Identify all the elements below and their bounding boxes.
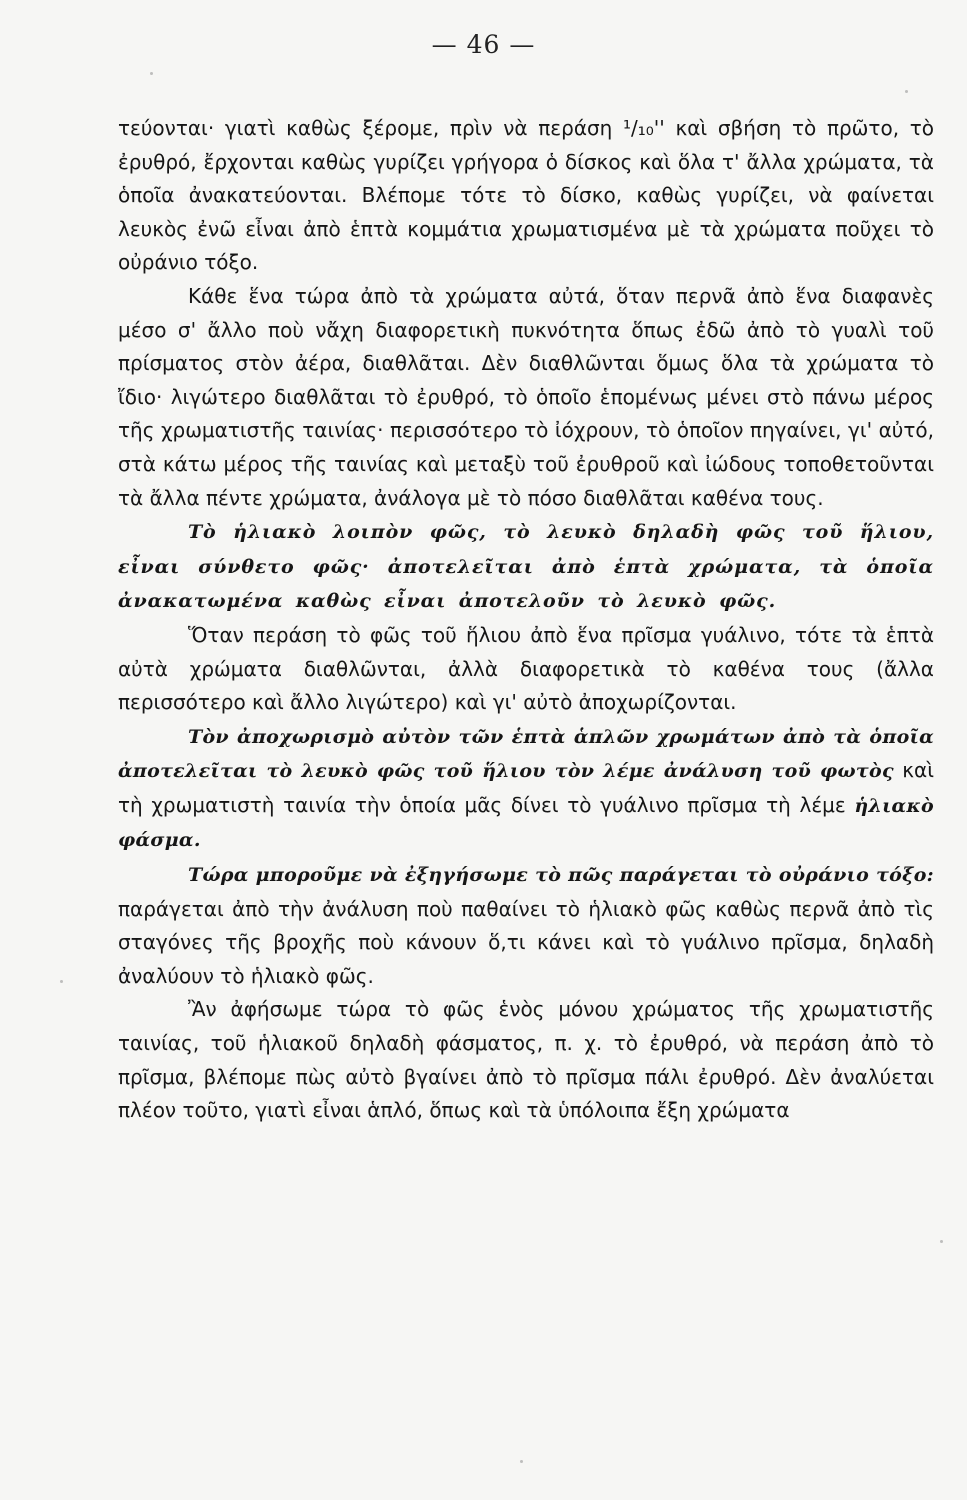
scan-speck [150,72,153,75]
paragraph-text: τεύονται· γιατὶ καθὼς ξέρομε, πρὶν νὰ περάση ¹/₁₀'' καὶ σβήση τὸ πρῶτο, τὸ ἐρυθρό, ἔρχονται καθὼς γυρίζει γρήγορα ὁ δίσκος καὶ ὅλα τ' ἄλλα χρώματα, τὰ ὁποῖα ἀνακατεύονται. Βλέπομε τότε τὸ δίσκο, καθὼς γυρίζει, νὰ φαίνεται λευκὸς ἐνῶ εἶναι ἀπὸ ἑπτὰ κομμάτια χρωματισμένα μὲ τὰ χρώματα ποῦχει τὸ οὐράνιο τόξο. [118,116,934,275]
scan-speck [520,1460,523,1463]
scan-speck [905,90,908,93]
body-text [118,112,934,1128]
paragraph-text: καὶ τὴ χρωματιστὴ ταινία τὴν ὁποία μᾶς δίνει τὸ γυάλινο πρῖσμα τὴ λέμε [118,758,934,817]
scan-speck [940,1240,943,1243]
paragraph-1 [118,112,934,280]
emphasis-text: Τώρα μποροῦμε νὰ ἐξηγήσωμε τὸ πῶς παράγεται τὸ οὐράνιο τόξο: [188,864,934,887]
paragraph-4 [118,619,934,720]
paragraph-text: Ὅταν περάση τὸ φῶς τοῦ ἥλιου ἀπὸ ἕνα πρῖσμα γυάλινο, τότε τὰ ἑπτὰ αὐτὰ χρώματα διαθλῶνται, ἀλλὰ διαφορετικὰ τὸ καθένα τους (ἄλλα περισσότερο καὶ ἄλλο λιγώτερο) καὶ γι' αὐτὸ ἀποχωρίζονται. [118,622,934,715]
emphasis-text: ἡλιακὸ φάσμα. [118,794,934,852]
paragraph-5 [118,720,934,858]
paragraph-text: Κάθε ἕνα τώρα ἀπὸ τὰ χρώματα αὐτά, ὅταν περνᾶ ἀπὸ ἕνα διαφανὲς μέσο σ' ἄλλο ποὺ νἄχη διαφορετικὴ πυκνότητα ὅπως ἐδῶ ἀπὸ τὸ γυαλὶ τοῦ πρίσματος στὸν ἀέρα, διαθλᾶται. Δὲν διαθλῶνται ὅμως ὅλα τὰ χρώματα τὸ ἴδιο· λιγώτερο διαθλᾶται τὸ ἐρυθρό, τὸ ὁποῖο ἑπομένως μένει στὸ πάνω μέρος τῆς χρωματιστῆς ταινίας· περισσότερο τὸ ἰόχρουν, τὸ ὁποῖον πηγαίνει, γι' αὐτό, στὰ κάτω μέρος τῆς ταινίας καὶ μεταξὺ τοῦ ἐρυθροῦ καὶ ἰώδους τοποθετοῦνται τὰ ἄλλα πέντε χρώματα, ἀνάλογα μὲ τὸ πόσο διαθλᾶται καθένα τους. [118,283,934,510]
paragraph-7 [118,993,934,1127]
emphasis-text: Τὸν ἀποχωρισμὸ αὐτὸν τῶν ἑπτὰ ἁπλῶν χρωμάτων ἀπὸ τὰ ὁποῖα ἀποτελεῖται τὸ λευκὸ φῶς τοῦ ἥλιου τὸν λέμε ἀνάλυση τοῦ φωτὸς [118,725,934,783]
paragraph-2 [118,280,934,515]
paragraph-6 [118,858,934,993]
paragraph-text: Ἂν ἀφήσωμε τώρα τὸ φῶς ἑνὸς μόνου χρώματος τῆς χρωματιστῆς ταινίας, τοῦ ἡλιακοῦ δηλαδὴ φάσματος, π. χ. τὸ ἐρυθρό, νὰ περάση ἀπὸ τὸ πρῖσμα, βλέπομε πὼς αὐτὸ βγαίνει ἀπὸ τὸ πρῖσμα πάλι ἐρυθρό. Δὲν ἀναλύεται πλέον τοῦτο, γιατὶ εἶναι ἁπλό, ὅπως καὶ τὰ ὑπόλοιπα ἔξη χρώματα [118,997,934,1123]
paragraph-text: παράγεται ἀπὸ τὴν ἀνάλυση ποὺ παθαίνει τὸ ἡλιακὸ φῶς καθὼς περνᾶ ἀπὸ τὶς σταγόνες τῆς βροχῆς ποὺ κάνουν ὅ,τι κάνει καὶ τὸ γυάλινο πρῖσμα, δηλαδὴ ἀναλύουν τὸ ἡλιακὸ φῶς. [118,896,934,988]
scan-speck [60,980,63,983]
paragraph-3-emphasis [118,515,934,619]
emphasis-text: Τὸ ἡλιακὸ λοιπὸν φῶς, τὸ λευκὸ δηλαδὴ φῶς τοῦ ἥλιου, εἶναι σύνθετο φῶς· ἀποτελεῖται ἀπὸ ἑπτὰ χρώματα, τὰ ὁποῖα ἀνακατωμένα καθὼς εἶναι ἀποτελοῦν τὸ λευκὸ φῶς. [118,521,934,613]
page-number: — 46 — [431,30,536,59]
